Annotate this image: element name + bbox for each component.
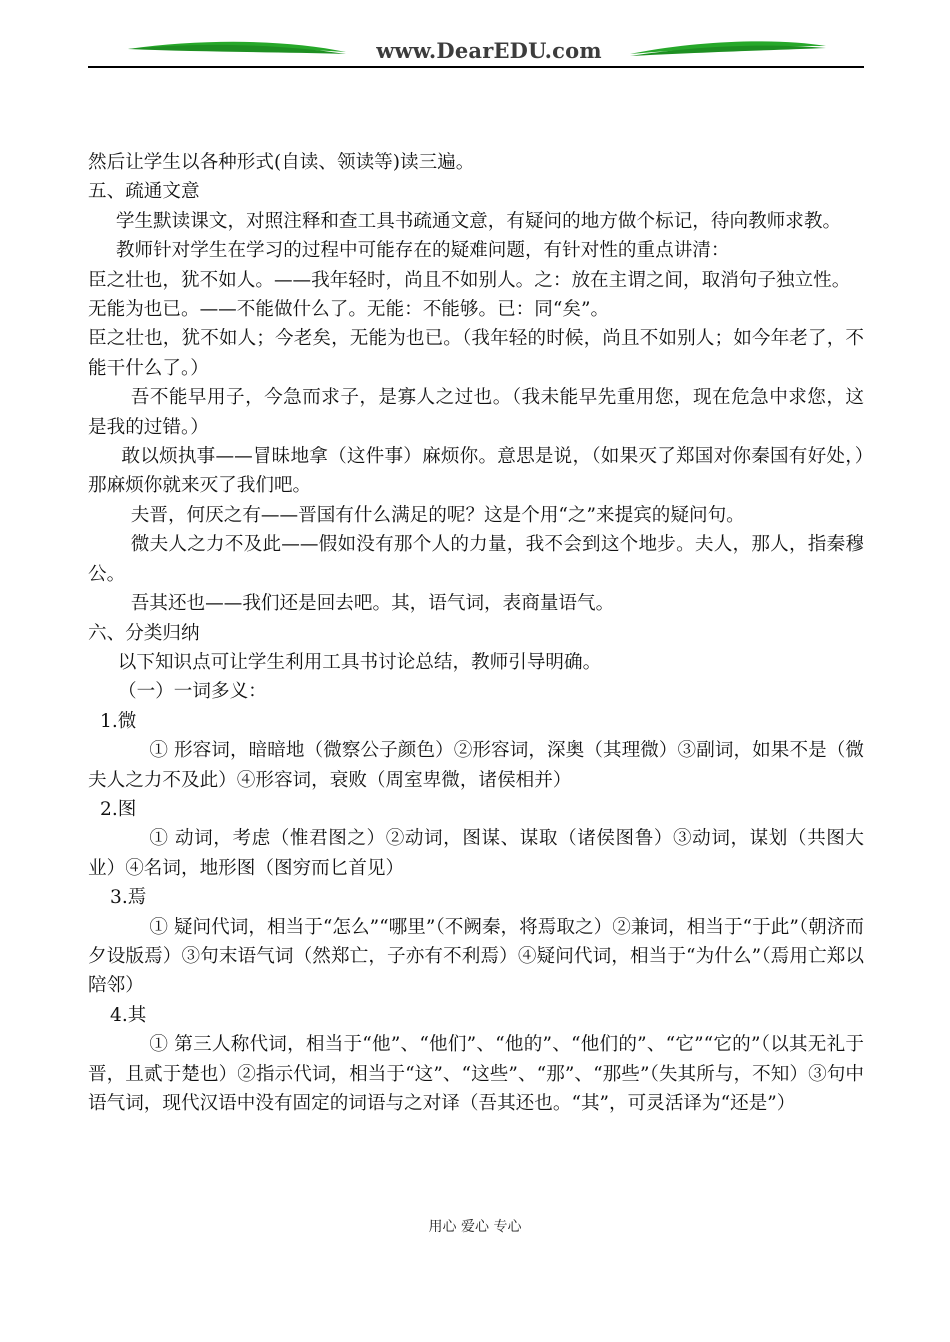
section-heading: 五、疏通文意 xyxy=(88,181,200,203)
paragraph: 吾其还也——我们还是回去吧。其，语气词，表商量语气。 xyxy=(130,593,615,615)
term-heading: 3.焉 xyxy=(110,887,147,909)
paragraph: 无能为也已。——不能做什么了。无能：不能够。已：同“矣”。 xyxy=(88,299,610,321)
paragraph: 吾不能早用子，今急而求子，是寡人之过也。（我未能早先重用您，现在危急中求您，这是我的过错。） xyxy=(88,387,864,438)
paragraph: 臣之壮也，犹不如人。——我年轻时，尚且不如别人。之：放在主谓之间，取消句子独立性。 xyxy=(88,269,851,291)
site-header xyxy=(88,30,864,78)
paragraph: 以下知识点可让学生利用工具书讨论总结，教师引导明确。 xyxy=(117,651,602,673)
site-brand: www.DearEDU.com xyxy=(376,38,602,63)
term-heading: 2.图 xyxy=(100,798,137,820)
term-heading: 4.其 xyxy=(110,1004,147,1026)
page-footer: 用心 爱心 专心 xyxy=(428,1219,522,1235)
term-definition: ① 动词，考虑（惟君图之）②动词，图谋、谋取（诸侯图鲁）③动词，谋划（共图大业）④名词，地形图（图穷而匕首见） xyxy=(88,828,864,879)
paragraph: 臣之壮也，犹不如人；今老矣，无能为也已。（我年轻的时候，尚且不如别人；如今年老了，不能干什么了。） xyxy=(88,328,864,379)
paragraph: 然后让学生以各种形式(自读、领读等)读三遍。 xyxy=(88,152,475,173)
paragraph: 敢以烦执事——冒昧地拿（这件事）麻烦你。意思是说，（如果灭了郑国对你秦国有好处，）那麻烦你就来灭了我们吧。 xyxy=(88,446,864,497)
term-definition: ① 形容词，暗暗地（微察公子颜色）②形容词，深奥（其理微）③副词，如果不是（微夫人之力不及此）④形容词，衰败（周室卑微，诸侯相并） xyxy=(88,740,864,791)
term-definition: ① 第三人称代词，相当于“他”、“他们”、“他的”、“他们的”、“它”“它的”（以其无礼于晋，且贰于楚也）②指示代词，相当于“这”、“这些”、“那”、“那些”（失其所与，不知）③句中语气词，现代汉语中没有固定的词语与之对译（吾其还也。“其”，可灵活译为“还是”） xyxy=(88,1034,864,1114)
header-rule xyxy=(88,66,864,68)
section-heading: 六、分类归纳 xyxy=(88,622,200,644)
paragraph: 微夫人之力不及此——假如没有那个人的力量，我不会到这个地步。夫人，那人，指秦穆公。 xyxy=(88,534,864,585)
paragraph: 教师针对学生在学习的过程中可能存在的疑难问题，有针对性的重点讲清： xyxy=(115,240,730,262)
subheading: （一）一词多义： xyxy=(118,681,267,703)
paragraph: 夫晋，何厌之有——晋国有什么满足的呢？这是个用“之”来提宾的疑问句。 xyxy=(130,504,745,526)
term-heading: 1.微 xyxy=(100,710,137,732)
term-definition: ① 疑问代词，相当于“怎么”“哪里”（不阙秦，将焉取之）②兼词，相当于“于此”（朝济而夕设版焉）③句末语气词（然郑亡，子亦有不利焉）④疑问代词，相当于“为什么”（焉用亡郑以陪邻） xyxy=(88,916,864,997)
paragraph: 学生默读课文，对照注释和查工具书疏通文意，有疑问的地方做个标记，待向教师求教。 xyxy=(115,210,842,232)
document-body xyxy=(88,148,864,1118)
